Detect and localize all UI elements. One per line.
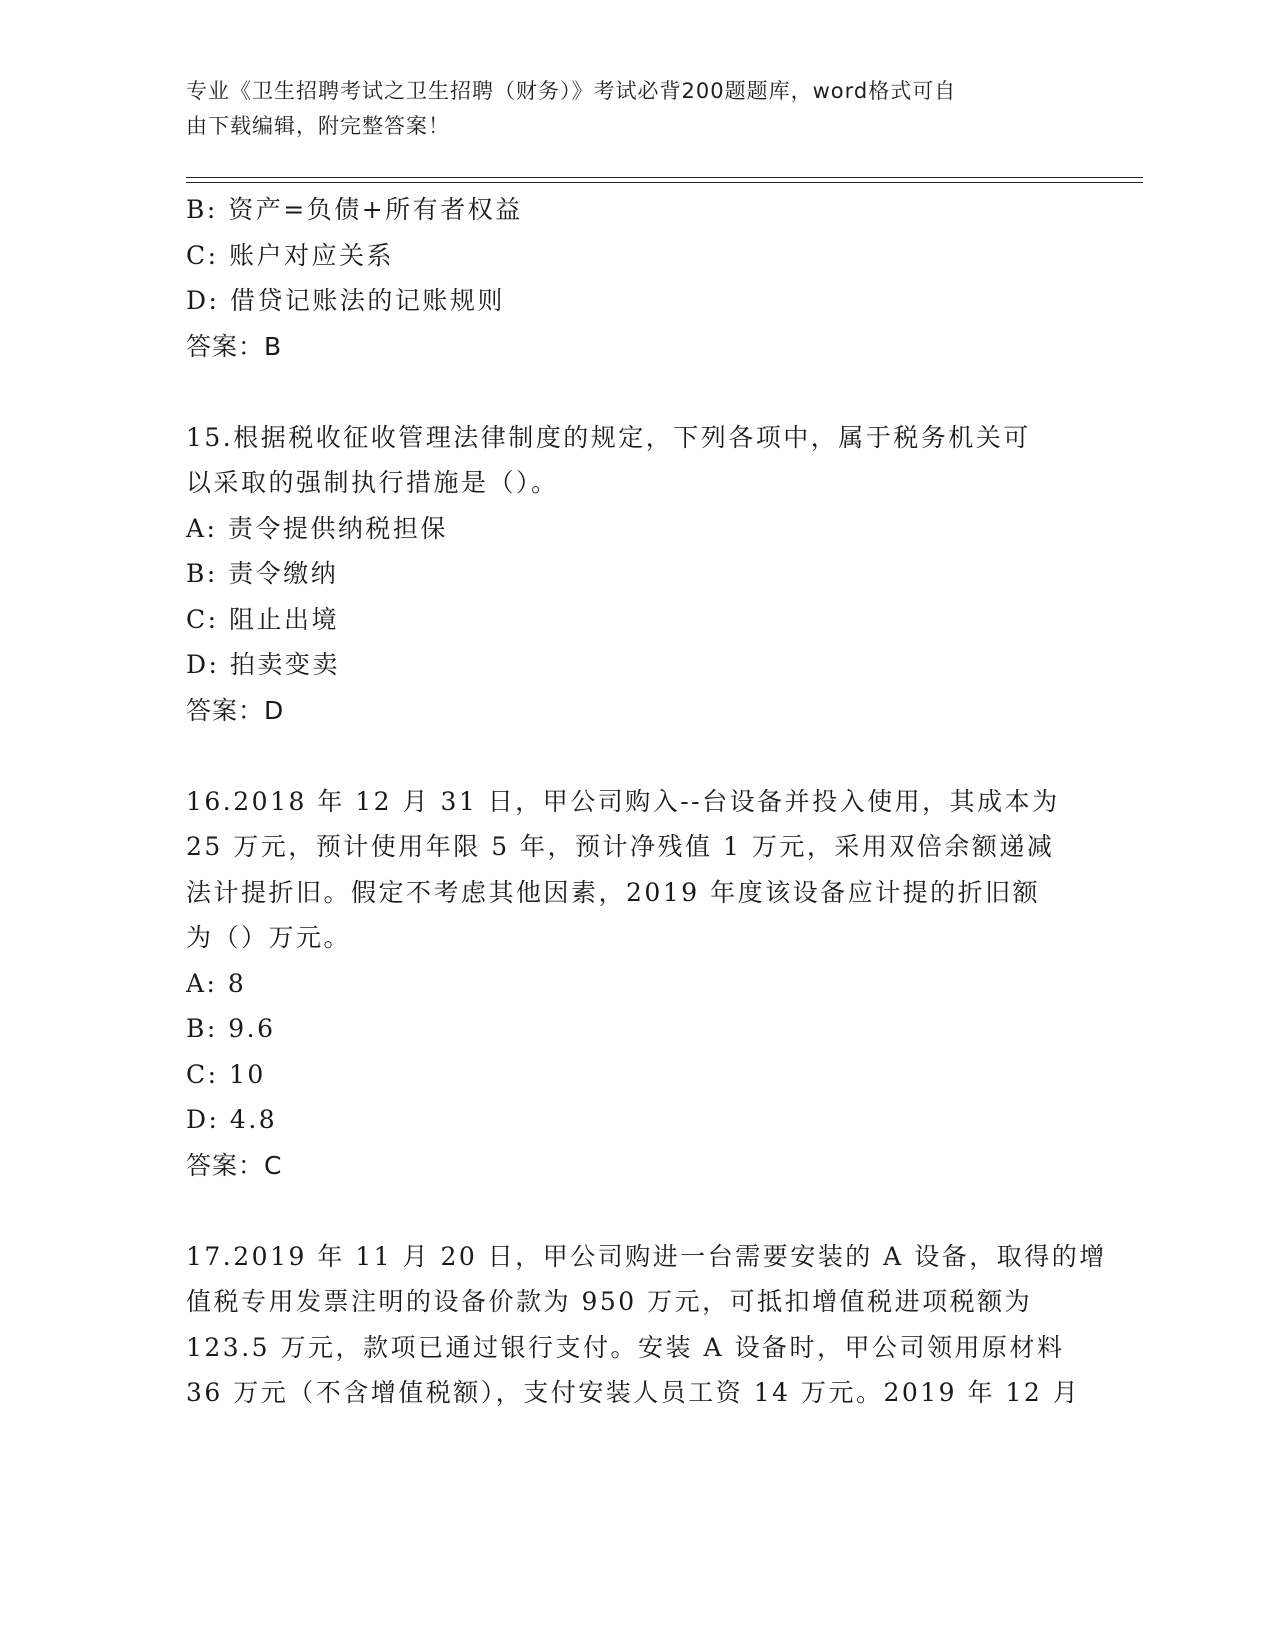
spacer — [186, 1188, 1076, 1234]
question-stem-line: 25 万元，预计使用年限 5 年，预计净残值 1 万元，采用双倍余额递减 — [186, 832, 1055, 861]
option-d: D: 借贷记账法的记账规则 — [186, 286, 505, 315]
header-line-2: 由下载编辑，附完整答案！ — [186, 114, 450, 138]
spacer — [186, 733, 1076, 779]
question-stem-line: 17.2019 年 11 月 20 日，甲公司购进一台需要安装的 A 设备，取得的增 — [186, 1241, 1107, 1271]
header-rule-bottom — [186, 182, 1143, 183]
option-c: C: 账户对应关系 — [186, 240, 394, 270]
option-d: D: 拍卖变卖 — [186, 650, 340, 679]
option-b: B: 资产=负债+所有者权益 — [186, 195, 523, 224]
document-body — [186, 187, 1107, 1416]
question-stem-line: 法计提折旧。假定不考虑其他因素，2019 年度该设备应计提的折旧额 — [186, 877, 1041, 907]
option-c: C: 10 — [186, 1059, 266, 1089]
option-b: B: 责令缴纳 — [186, 559, 339, 588]
option-c: C: 阻止出境 — [186, 604, 339, 634]
question-stem-line: 36 万元（不含增值税额），支付安装人员工资 14 万元。2019 年 12 月 — [186, 1378, 1081, 1407]
question-17 — [186, 1234, 1107, 1416]
answer-label: 答案：B — [186, 331, 283, 361]
header-rule-top — [186, 177, 1143, 178]
header-line-1: 专业《卫生招聘考试之卫生招聘（财务）》考试必背200题题库，word格式可自 — [186, 79, 957, 103]
question-stem-line: 为（）万元。 — [186, 923, 352, 952]
question-14-continued — [186, 187, 1076, 369]
option-a: A: 8 — [186, 968, 247, 998]
question-15 — [186, 415, 1076, 734]
question-stem-line: 值税专用发票注明的设备价款为 950 万元，可抵扣增值税进项税额为 — [186, 1287, 1033, 1316]
spacer — [186, 369, 1076, 415]
question-16 — [186, 779, 1076, 1189]
answer-label: 答案：D — [186, 695, 285, 725]
option-b: B: 9.6 — [186, 1014, 276, 1043]
option-d: D: 4.8 — [186, 1105, 278, 1134]
document-header — [186, 74, 1066, 144]
question-stem-line: 15.根据税收征收管理法律制度的规定，下列各项中，属于税务机关可 — [186, 422, 1031, 452]
question-stem-line: 以采取的强制执行措施是（）。 — [186, 468, 559, 497]
question-stem-line: 123.5 万元，款项已通过银行支付。安装 A 设备时，甲公司领用原材料 — [186, 1332, 1065, 1362]
option-a: A: 责令提供纳税担保 — [186, 513, 448, 543]
question-stem-line: 16.2018 年 12 月 31 日，甲公司购入--台设备并投入使用，其成本为 — [186, 786, 1060, 816]
answer-label: 答案：C — [186, 1150, 283, 1180]
